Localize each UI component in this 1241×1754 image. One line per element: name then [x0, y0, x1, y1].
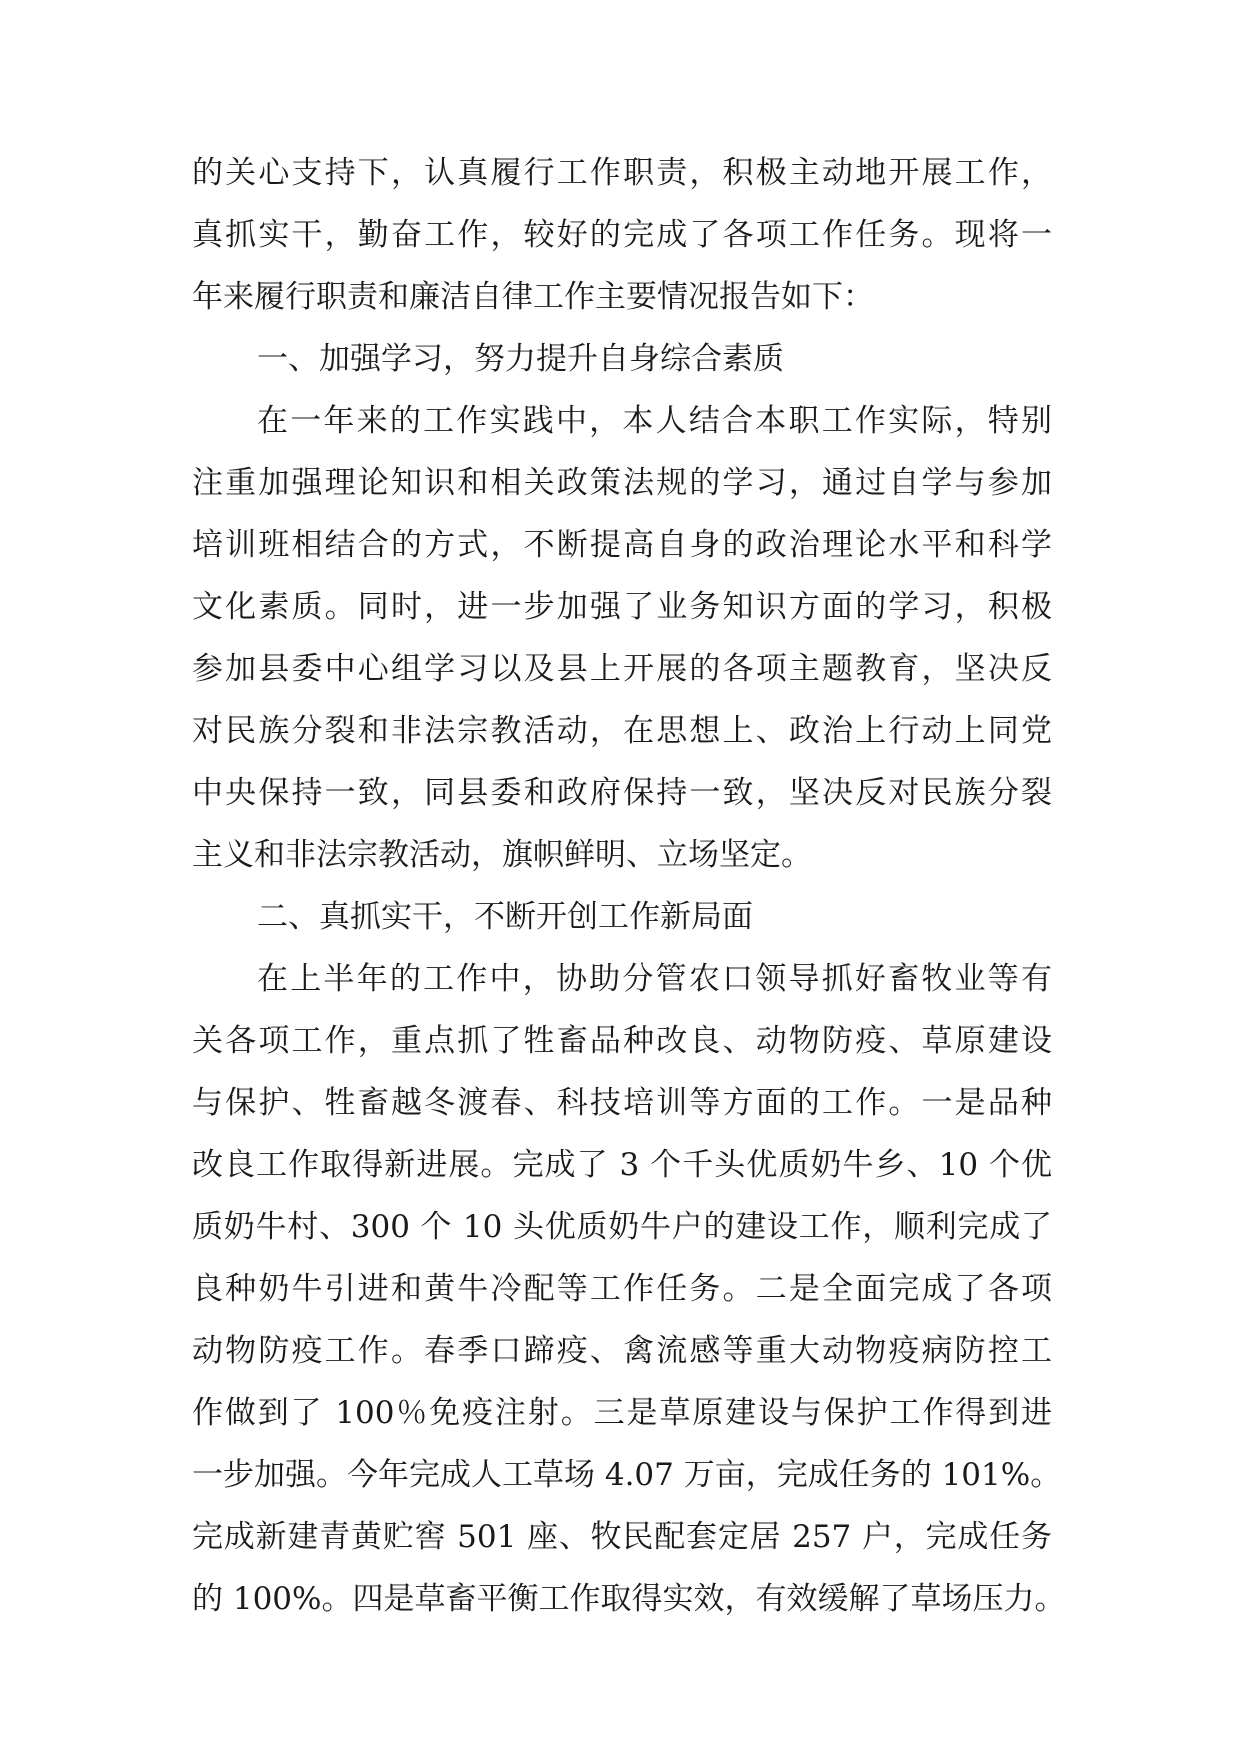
- text-line-3: 年来履行职责和廉洁自律工作主要情况报告如下：: [192, 279, 874, 315]
- text-line-17: 改良工作取得新进展。完成了 3 个千头优质奶牛乡、10 个优: [192, 1147, 1052, 1183]
- section-heading-1: 一、加强学习，努力提升自身综合素质: [257, 341, 784, 377]
- text-line-10: 对民族分裂和非法宗教活动，在思想上、政治上行动上同党: [192, 713, 1052, 749]
- text-line-16: 与保护、牲畜越冬渡春、科技培训等方面的工作。一是品种: [192, 1085, 1052, 1121]
- text-line-20: 动物防疫工作。春季口蹄疫、禽流感等重大动物疫病防控工: [192, 1333, 1052, 1369]
- text-line-23: 完成新建青黄贮窖 501 座、牧民配套定居 257 户，完成任务: [192, 1519, 1052, 1555]
- text-line-15: 关各项工作，重点抓了牲畜品种改良、动物防疫、草原建设: [192, 1023, 1052, 1059]
- text-line-7: 培训班相结合的方式，不断提高自身的政治理论水平和科学: [192, 527, 1052, 563]
- text-line-6: 注重加强理论知识和相关政策法规的学习，通过自学与参加: [192, 465, 1052, 501]
- text-line-18: 质奶牛村、300 个 10 头优质奶牛户的建设工作，顺利完成了: [192, 1209, 1052, 1245]
- text-line-1: 的关心支持下，认真履行工作职责，积极主动地开展工作，: [192, 155, 1052, 191]
- text-line-14: 在上半年的工作中，协助分管农口领导抓好畜牧业等有: [257, 961, 1052, 997]
- text-line-8: 文化素质。同时，进一步加强了业务知识方面的学习，积极: [192, 589, 1052, 625]
- text-line-9: 参加县委中心组学习以及县上开展的各项主题教育，坚决反: [192, 651, 1052, 687]
- text-line-19: 良种奶牛引进和黄牛冷配等工作任务。二是全面完成了各项: [192, 1271, 1052, 1307]
- text-line-21: 作做到了 100％免疫注射。三是草原建设与保护工作得到进: [192, 1395, 1052, 1431]
- section-heading-2: 二、真抓实干，不断开创工作新局面: [257, 899, 753, 935]
- text-line-11: 中央保持一致，同县委和政府保持一致，坚决反对民族分裂: [192, 775, 1052, 811]
- text-line-5: 在一年来的工作实践中，本人结合本职工作实际，特别: [257, 403, 1052, 439]
- text-line-24: 的 100%。四是草畜平衡工作取得实效，有效缓解了草场压力。: [192, 1581, 1066, 1617]
- text-line-12: 主义和非法宗教活动，旗帜鲜明、立场坚定。: [192, 837, 812, 873]
- text-line-2: 真抓实干，勤奋工作，较好的完成了各项工作任务。现将一: [192, 217, 1052, 253]
- text-line-22: 一步加强。今年完成人工草场 4.07 万亩，完成任务的 101%。: [192, 1457, 1062, 1493]
